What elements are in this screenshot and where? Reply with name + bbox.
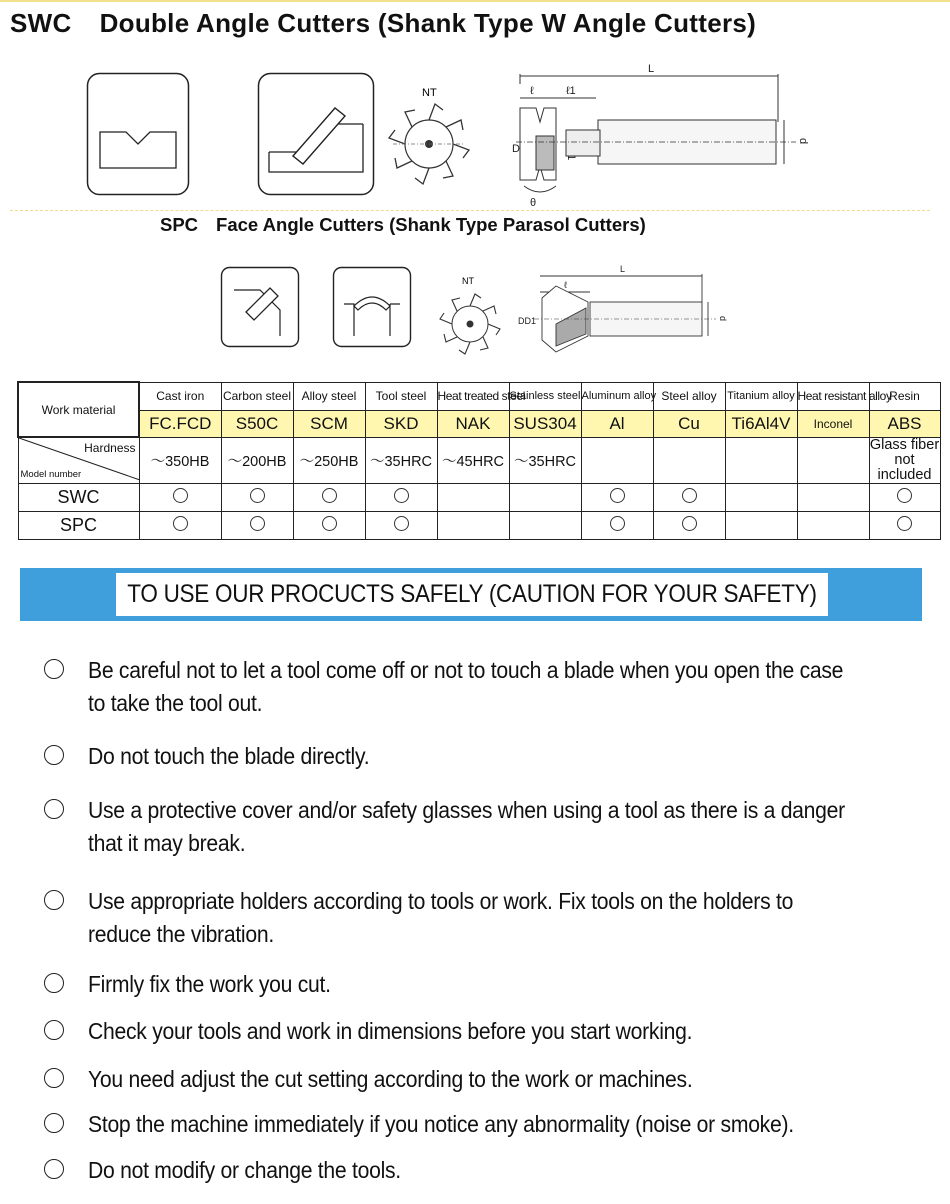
spc-dim-D: DD1: [518, 316, 537, 326]
subtitle-code: SPC: [160, 214, 199, 235]
material-name: Tool steel: [365, 382, 437, 410]
model-name: SPC: [18, 511, 139, 539]
caution-item: [44, 794, 924, 860]
model-name: SWC: [18, 483, 139, 511]
caution-item: [44, 1154, 924, 1187]
material-name: Steel alloy: [653, 382, 725, 410]
circle-bullet-icon: [44, 659, 64, 679]
caution-item: [44, 885, 924, 951]
hardness-value: ～250HB: [293, 437, 365, 483]
material-code: SCM: [293, 410, 365, 437]
circle-bullet-icon: [44, 799, 64, 819]
caution-text: Check your tools and work in dimensions before you start working.: [88, 1018, 693, 1044]
caution-text: Use appropriate holders according to tools or work. Fix tools on the holders to reduce the vibration.: [88, 888, 794, 947]
hardness-value: ～350HB: [139, 437, 221, 483]
swc-dim-l1: ℓ1: [566, 85, 576, 97]
swc-dim-D: D: [512, 143, 520, 155]
circle-bullet-icon: [44, 890, 64, 910]
swc-dim-l: ℓ: [530, 85, 534, 97]
subtitle-text: Face Angle Cutters (Shank Type Parasol Cutters): [216, 214, 646, 235]
swc-dim-L: L: [648, 63, 655, 75]
swc-nt-label: NT: [422, 87, 437, 99]
caution-item: [44, 1063, 924, 1096]
title-text: Double Angle Cutters (Shank Type W Angle Cutters): [99, 8, 757, 38]
material-code: ABS: [869, 410, 940, 437]
spc-dim-d: d: [718, 316, 728, 322]
swc-dim-theta: θ: [530, 197, 537, 209]
model-number-label: Model number: [20, 468, 82, 480]
hardness-value: ～200HB: [221, 437, 293, 483]
circle-bullet-icon: [44, 1020, 64, 1040]
material-code: Cu: [653, 410, 725, 437]
material-name: Carbon steel: [221, 382, 293, 410]
spc-dim-l: ℓ: [564, 280, 567, 290]
material-name: Cast iron: [139, 382, 221, 410]
caution-text: Firmly fix the work you cut.: [88, 971, 331, 997]
material-code: Inconel: [797, 410, 869, 437]
caution-item: [44, 740, 924, 773]
material-name: Aluminum alloy: [581, 382, 653, 410]
hardness-value: Glass fiber not included: [869, 436, 940, 483]
material-name: Heat treated steel: [437, 382, 509, 410]
caution-item: [44, 1015, 924, 1048]
safety-banner-text: TO USE OUR PROCUCTS SAFELY (CAUTION FOR YOUR SAFETY): [127, 580, 817, 608]
circle-bullet-icon: [44, 1113, 64, 1133]
circle-bullet-icon: [44, 1159, 64, 1179]
material-code: S50C: [221, 410, 293, 437]
caution-text: Do not modify or change the tools.: [88, 1157, 401, 1183]
caution-text: Be careful not to let a tool come off or not to touch a blade when you open the case to take the tool out.: [88, 657, 844, 716]
caution-text: You need adjust the cut setting according to the work or machines.: [88, 1066, 693, 1092]
material-code: SUS304: [509, 410, 581, 437]
material-name: Alloy steel: [293, 382, 365, 410]
title-code: SWC: [10, 8, 72, 38]
caution-text: Stop the machine immediately if you notice any abnormality (noise or smoke).: [88, 1111, 794, 1137]
circle-bullet-icon: [44, 1068, 64, 1088]
work-material-label: Work material: [18, 382, 139, 437]
material-code: Ti6Al4V: [725, 410, 797, 437]
caution-item: [44, 968, 924, 1001]
caution-text: Use a protective cover and/or safety glasses when using a tool as there is a danger that it may break.: [88, 797, 845, 856]
hardness-value: ～35HRC: [365, 437, 437, 483]
spc-dim-L: L: [620, 264, 626, 274]
caution-text: Do not touch the blade directly.: [88, 743, 370, 769]
material-name: Resin: [869, 382, 940, 410]
material-code: SKD: [365, 410, 437, 437]
spc-nt-label: NT: [462, 276, 474, 286]
material-name: Heat resistant alloy: [797, 382, 869, 410]
caution-item: [44, 654, 924, 720]
hardness-value: ～45HRC: [437, 437, 509, 483]
material-code: NAK: [437, 410, 509, 437]
material-code: Al: [581, 410, 653, 437]
hardness-value: ～35HRC: [509, 437, 581, 483]
material-code: FC.FCD: [139, 410, 221, 437]
hardness-label: Hardness: [84, 441, 136, 455]
swc-dim-d: d: [797, 138, 809, 145]
caution-item: [44, 1108, 924, 1141]
material-name: Titanium alloy: [725, 382, 797, 410]
circle-bullet-icon: [44, 745, 64, 765]
material-name: Stainless steel: [509, 382, 581, 410]
circle-bullet-icon: [44, 973, 64, 993]
